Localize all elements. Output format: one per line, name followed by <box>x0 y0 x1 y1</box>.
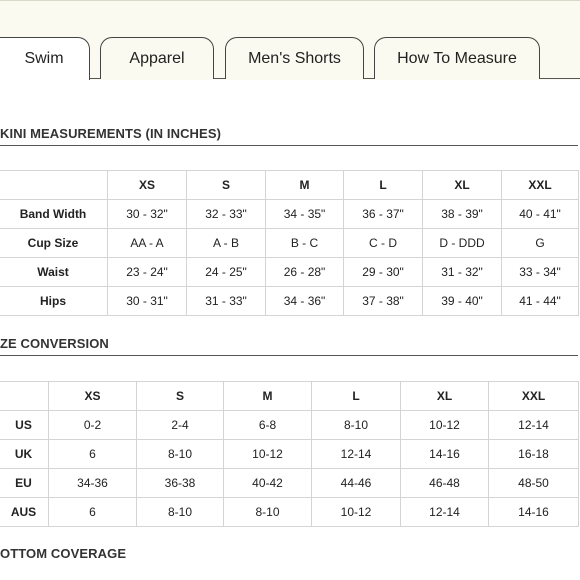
table-cell: G <box>502 229 579 258</box>
corner-cell <box>0 171 108 200</box>
table-cell: 8-10 <box>312 411 401 440</box>
table-cell: 30 - 31" <box>108 287 187 316</box>
table-cell: 34 - 36" <box>266 287 344 316</box>
table-cell: 8-10 <box>137 498 224 527</box>
table-cell: 8-10 <box>224 498 312 527</box>
table-cell: 10-12 <box>312 498 401 527</box>
tab-mens-shorts-label: Men's Shorts <box>248 49 341 67</box>
table-cell: 31 - 32" <box>423 258 502 287</box>
table-cell: 12-14 <box>489 411 579 440</box>
row-label: Hips <box>0 287 108 316</box>
row-label: Waist <box>0 258 108 287</box>
size-header: XL <box>423 171 502 200</box>
size-header: M <box>266 171 344 200</box>
table-cell: 36-38 <box>137 469 224 498</box>
size-header: XXL <box>489 382 579 411</box>
table-row <box>0 469 579 498</box>
table-row <box>0 229 579 258</box>
table-row <box>0 287 579 316</box>
row-label: UK <box>0 440 49 469</box>
table-cell: 6 <box>49 498 137 527</box>
tab-swim-label: Swim <box>24 50 64 67</box>
table-cell: 40-42 <box>224 469 312 498</box>
table-cell: 14-16 <box>489 498 579 527</box>
bikini-measurements-table <box>0 170 579 316</box>
table-row <box>0 440 579 469</box>
table-cell: 16-18 <box>489 440 579 469</box>
table-cell: 8-10 <box>137 440 224 469</box>
row-label: AUS <box>0 498 49 527</box>
table-cell: 39 - 40" <box>423 287 502 316</box>
size-header: XXL <box>502 171 579 200</box>
table-row <box>0 258 579 287</box>
table-cell: 29 - 30" <box>344 258 423 287</box>
table-cell: A - B <box>187 229 266 258</box>
table-cell: D - DDD <box>423 229 502 258</box>
table-cell: 6 <box>49 440 137 469</box>
tab-apparel[interactable] <box>100 37 214 79</box>
table-cell: 14-16 <box>401 440 489 469</box>
table-cell: 31 - 33" <box>187 287 266 316</box>
size-conversion-table <box>0 381 579 527</box>
table-cell: 40 - 41" <box>502 200 579 229</box>
table-cell: 2-4 <box>137 411 224 440</box>
table-row <box>0 498 579 527</box>
row-label: US <box>0 411 49 440</box>
table-cell: AA - A <box>108 229 187 258</box>
table-cell: 37 - 38" <box>344 287 423 316</box>
table-cell: 33 - 34" <box>502 258 579 287</box>
size-conversion-title: ZE CONVERSION <box>0 336 109 351</box>
bikini-title-rule <box>0 145 578 146</box>
size-header: XL <box>401 382 489 411</box>
table-cell: 30 - 32" <box>108 200 187 229</box>
tab-swim[interactable] <box>0 37 90 80</box>
table-cell: 44-46 <box>312 469 401 498</box>
table-cell: 6-8 <box>224 411 312 440</box>
tab-mens-shorts[interactable] <box>225 37 364 79</box>
size-header: L <box>312 382 401 411</box>
bottom-coverage-title: OTTOM COVERAGE <box>0 546 127 561</box>
table-cell: 24 - 25" <box>187 258 266 287</box>
table-cell: 46-48 <box>401 469 489 498</box>
row-label: EU <box>0 469 49 498</box>
table-row <box>0 200 579 229</box>
table-header-row <box>0 171 579 200</box>
table-cell: 36 - 37" <box>344 200 423 229</box>
tab-apparel-label: Apparel <box>129 49 185 67</box>
size-header: S <box>137 382 224 411</box>
corner-cell <box>0 382 49 411</box>
tab-how-to-measure[interactable] <box>374 37 540 79</box>
tab-how-to-measure-label: How To Measure <box>397 49 517 67</box>
table-header-row <box>0 382 579 411</box>
table-cell: 34 - 35" <box>266 200 344 229</box>
bikini-measurements-title: KINI MEASUREMENTS (IN INCHES) <box>0 126 222 141</box>
table-cell: 12-14 <box>312 440 401 469</box>
conversion-title-rule <box>0 355 578 356</box>
table-cell: 23 - 24" <box>108 258 187 287</box>
row-label: Cup Size <box>0 229 108 258</box>
size-header: L <box>344 171 423 200</box>
table-cell: 12-14 <box>401 498 489 527</box>
table-cell: 26 - 28" <box>266 258 344 287</box>
size-header: S <box>187 171 266 200</box>
table-cell: C - D <box>344 229 423 258</box>
table-cell: 41 - 44" <box>502 287 579 316</box>
table-row <box>0 411 579 440</box>
table-cell: 10-12 <box>224 440 312 469</box>
table-cell: 32 - 33" <box>187 200 266 229</box>
row-label: Band Width <box>0 200 108 229</box>
table-cell: 48-50 <box>489 469 579 498</box>
size-header: M <box>224 382 312 411</box>
table-cell: B - C <box>266 229 344 258</box>
size-header: XS <box>49 382 137 411</box>
table-cell: 38 - 39" <box>423 200 502 229</box>
table-cell: 0-2 <box>49 411 137 440</box>
size-header: XS <box>108 171 187 200</box>
table-cell: 34-36 <box>49 469 137 498</box>
table-cell: 10-12 <box>401 411 489 440</box>
